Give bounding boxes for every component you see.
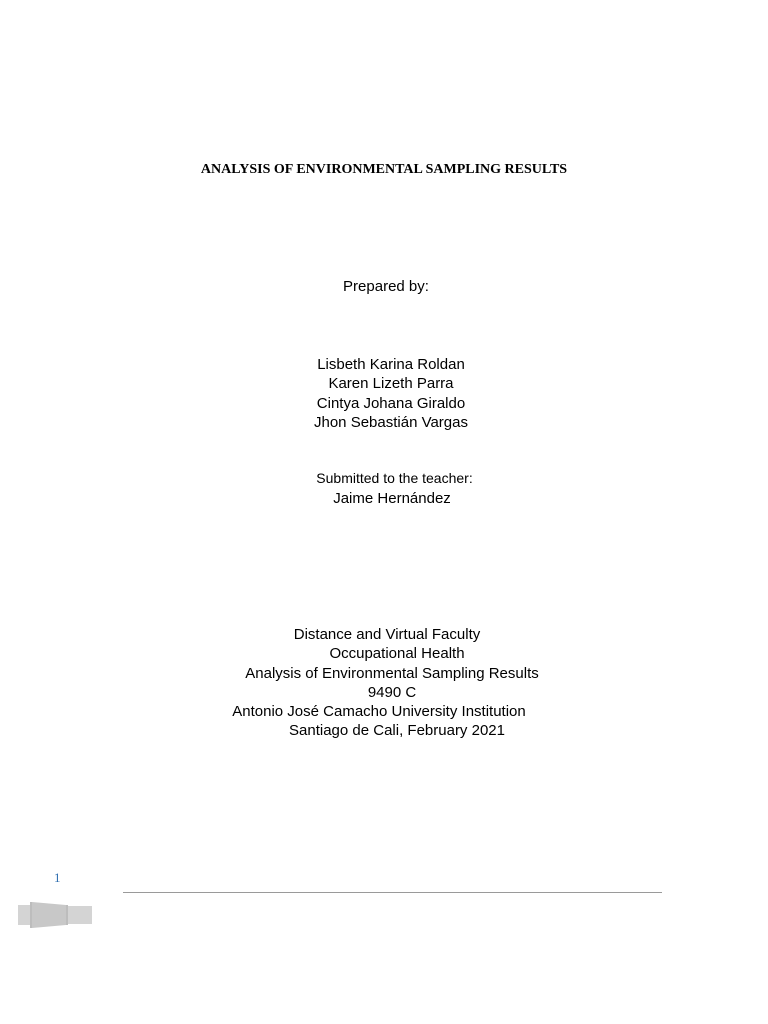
page-tab-ornament-icon bbox=[18, 901, 92, 929]
author-name: Cintya Johana Giraldo bbox=[316, 394, 466, 412]
course-name: Analysis of Environmental Sampling Results bbox=[245, 664, 539, 682]
footer-divider bbox=[123, 892, 662, 893]
author-list bbox=[0, 355, 768, 432]
institution-block bbox=[0, 625, 768, 741]
author-name: Lisbeth Karina Roldan bbox=[317, 356, 465, 373]
author-name: Karen Lizeth Parra bbox=[328, 375, 454, 393]
prepared-by-label: Prepared by: bbox=[343, 278, 429, 295]
submitted-to-label: Submitted to the teacher: bbox=[316, 470, 473, 486]
faculty-name: Distance and Virtual Faculty bbox=[293, 626, 481, 643]
page-number: 1 bbox=[54, 870, 61, 885]
institution-name: Antonio José Camacho University Institution bbox=[232, 703, 526, 721]
place-and-date: Santiago de Cali, February 2021 bbox=[289, 722, 505, 740]
document-title: ANALYSIS OF ENVIRONMENTAL SAMPLING RESULTS bbox=[200, 162, 568, 177]
author-name: Jhon Sebastián Vargas bbox=[314, 413, 468, 431]
course-code: 9490 C bbox=[367, 683, 417, 701]
teacher-name: Jaime Hernández bbox=[333, 490, 451, 507]
program-name: Occupational Health bbox=[329, 645, 465, 663]
